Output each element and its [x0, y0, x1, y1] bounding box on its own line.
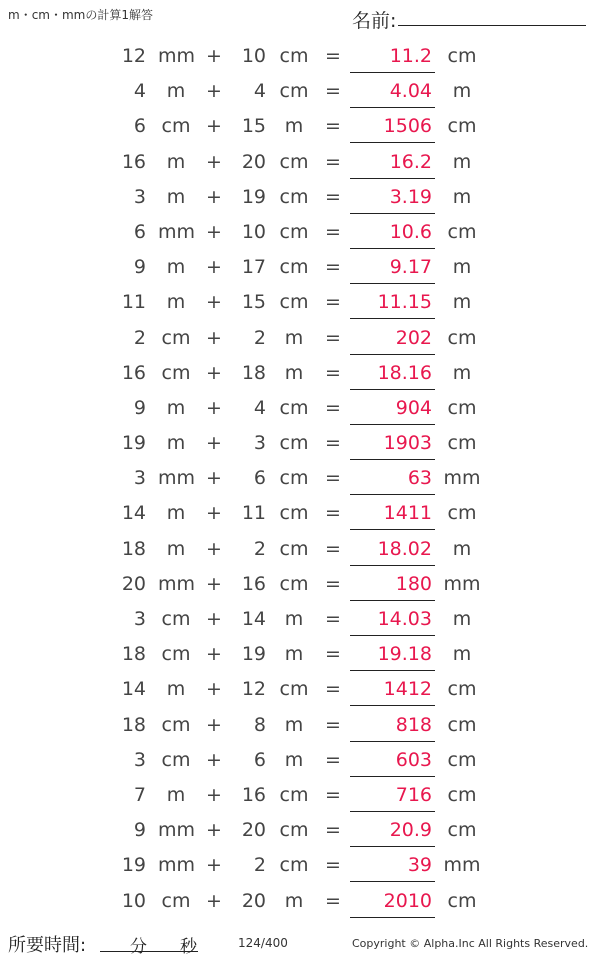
answer-line: [350, 846, 435, 847]
answer-unit: m: [452, 185, 472, 208]
second-unit: cm: [279, 467, 309, 490]
answer-value: 1903: [383, 432, 432, 455]
second-number: 6: [253, 748, 266, 771]
answer-value: 18.16: [377, 361, 432, 384]
first-number: 16: [121, 361, 146, 384]
answer-value: 818: [395, 713, 432, 736]
answer-value: 19.18: [377, 643, 432, 666]
equals-sign: =: [325, 220, 341, 243]
plus-sign: +: [206, 502, 222, 525]
answer-unit: m: [452, 291, 472, 314]
second-number: 2: [253, 854, 266, 877]
equals-sign: =: [325, 361, 341, 384]
plus-sign: +: [206, 361, 222, 384]
minutes-label: 分: [130, 937, 147, 957]
first-number: 4: [133, 80, 146, 103]
answer-line: [350, 635, 435, 636]
first-number: 3: [133, 608, 146, 630]
first-unit: m: [166, 783, 186, 806]
plus-sign: +: [206, 432, 222, 455]
first-number: 18: [121, 713, 146, 736]
second-number: 10: [241, 45, 266, 67]
time-label: 所要時間:: [8, 935, 87, 956]
answer-line: [350, 881, 435, 882]
problem-row: [0, 39, 600, 74]
plus-sign: +: [206, 819, 222, 842]
first-unit: cm: [161, 713, 191, 736]
equals-sign: =: [325, 185, 341, 208]
problem-row: [0, 145, 600, 180]
second-number: 16: [241, 783, 266, 806]
answer-unit: cm: [447, 819, 477, 842]
answer-value: 63: [407, 467, 432, 490]
second-unit: cm: [279, 572, 309, 595]
second-unit: m: [284, 713, 304, 736]
first-number: 6: [133, 115, 146, 138]
first-unit: cm: [161, 115, 191, 138]
first-unit: m: [166, 502, 186, 525]
answer-line: [350, 741, 435, 742]
answer-unit: cm: [447, 432, 477, 455]
second-unit: cm: [279, 185, 309, 208]
plus-sign: +: [206, 608, 222, 630]
first-number: 19: [121, 432, 146, 455]
answer-unit: m: [452, 537, 472, 560]
first-unit: mm: [158, 572, 196, 595]
answer-line: [350, 389, 435, 390]
second-unit: cm: [279, 502, 309, 525]
first-number: 3: [133, 467, 146, 490]
problem-row: [0, 109, 600, 144]
seconds-label: 秒: [180, 937, 197, 957]
equals-sign: =: [325, 889, 341, 912]
answer-unit: cm: [447, 220, 477, 243]
first-number: 14: [121, 678, 146, 701]
plus-sign: +: [206, 396, 222, 419]
answer-line: [350, 354, 435, 355]
problem-row: [0, 461, 600, 496]
second-number: 20: [241, 819, 266, 842]
answer-line: [350, 178, 435, 179]
equals-sign: =: [325, 783, 341, 806]
first-number: 12: [121, 45, 146, 67]
answer-unit: cm: [447, 115, 477, 138]
equals-sign: =: [325, 326, 341, 349]
first-number: 9: [133, 396, 146, 419]
problem-row: [0, 532, 600, 567]
second-unit: m: [284, 748, 304, 771]
answer-unit: cm: [447, 45, 477, 67]
problem-row: [0, 391, 600, 426]
problem-row: [0, 567, 600, 602]
first-unit: m: [166, 291, 186, 314]
second-unit: m: [284, 643, 304, 666]
second-unit: m: [284, 608, 304, 630]
first-unit: mm: [158, 854, 196, 877]
answer-value: 10.6: [389, 220, 432, 243]
first-unit: cm: [161, 608, 191, 630]
problem-row: [0, 637, 600, 672]
first-number: 9: [133, 256, 146, 279]
answer-line: [350, 776, 435, 777]
problem-row: [0, 74, 600, 109]
answer-line: [350, 565, 435, 566]
answer-unit: cm: [447, 889, 477, 912]
problem-row: [0, 708, 600, 743]
second-unit: cm: [279, 220, 309, 243]
answer-value: 9.17: [389, 256, 432, 279]
second-unit: m: [284, 326, 304, 349]
answer-value: 1506: [383, 115, 432, 138]
equals-sign: =: [325, 432, 341, 455]
first-number: 9: [133, 819, 146, 842]
plus-sign: +: [206, 467, 222, 490]
second-number: 20: [241, 150, 266, 173]
problem-row: [0, 884, 600, 919]
problem-row: [0, 215, 600, 250]
first-unit: mm: [158, 220, 196, 243]
second-unit: cm: [279, 819, 309, 842]
answer-line: [350, 283, 435, 284]
answer-value: 18.02: [377, 537, 432, 560]
first-unit: cm: [161, 748, 191, 771]
name-line: [398, 25, 586, 26]
answer-line: [350, 917, 435, 918]
answer-unit: m: [452, 80, 472, 103]
first-unit: cm: [161, 326, 191, 349]
second-unit: cm: [279, 80, 309, 103]
equals-sign: =: [325, 678, 341, 701]
answer-value: 904: [395, 396, 432, 419]
first-unit: mm: [158, 45, 196, 67]
answer-value: 1411: [383, 502, 432, 525]
equals-sign: =: [325, 80, 341, 103]
second-number: 16: [241, 572, 266, 595]
equals-sign: =: [325, 608, 341, 630]
answer-unit: m: [452, 361, 472, 384]
problem-row: [0, 285, 600, 320]
first-unit: m: [166, 185, 186, 208]
answer-line: [350, 248, 435, 249]
answer-line: [350, 424, 435, 425]
second-number: 19: [241, 643, 266, 666]
answer-value: 11.2: [389, 45, 432, 67]
answer-value: 20.9: [389, 819, 432, 842]
problem-row: [0, 813, 600, 848]
answer-value: 4.04: [389, 80, 432, 103]
first-number: 19: [121, 854, 146, 877]
plus-sign: +: [206, 854, 222, 877]
plus-sign: +: [206, 748, 222, 771]
answer-value: 3.19: [389, 185, 432, 208]
answer-line: [350, 670, 435, 671]
second-unit: cm: [279, 854, 309, 877]
second-number: 14: [241, 608, 266, 630]
first-unit: m: [166, 537, 186, 560]
equals-sign: =: [325, 854, 341, 877]
plus-sign: +: [206, 80, 222, 103]
second-number: 17: [241, 256, 266, 279]
plus-sign: +: [206, 185, 222, 208]
first-unit: m: [166, 678, 186, 701]
plus-sign: +: [206, 45, 222, 67]
second-unit: m: [284, 889, 304, 912]
second-number: 15: [241, 115, 266, 138]
problem-row: [0, 778, 600, 813]
plus-sign: +: [206, 326, 222, 349]
answer-line: [350, 107, 435, 108]
second-number: 2: [253, 326, 266, 349]
first-unit: cm: [161, 361, 191, 384]
answer-unit: cm: [447, 502, 477, 525]
plus-sign: +: [206, 889, 222, 912]
first-unit: m: [166, 80, 186, 103]
answer-unit: cm: [447, 783, 477, 806]
equals-sign: =: [325, 291, 341, 314]
problem-row: [0, 180, 600, 215]
answer-value: 14.03: [377, 608, 432, 630]
answer-line: [350, 459, 435, 460]
problem-row: [0, 356, 600, 391]
answer-unit: cm: [447, 713, 477, 736]
first-unit: mm: [158, 819, 196, 842]
first-unit: m: [166, 150, 186, 173]
answer-unit: m: [452, 608, 472, 630]
equals-sign: =: [325, 150, 341, 173]
answer-line: [350, 811, 435, 812]
equals-sign: =: [325, 256, 341, 279]
second-number: 12: [241, 678, 266, 701]
answer-unit: mm: [443, 854, 481, 877]
problem-list: [0, 39, 600, 919]
first-number: 11: [121, 291, 146, 314]
first-number: 18: [121, 537, 146, 560]
equals-sign: =: [325, 748, 341, 771]
answer-unit: cm: [447, 748, 477, 771]
second-unit: cm: [279, 432, 309, 455]
answer-line: [350, 529, 435, 530]
second-unit: cm: [279, 45, 309, 67]
answer-line: [350, 318, 435, 319]
second-number: 4: [253, 396, 266, 419]
second-number: 10: [241, 220, 266, 243]
plus-sign: +: [206, 783, 222, 806]
answer-line: [350, 600, 435, 601]
plus-sign: +: [206, 572, 222, 595]
plus-sign: +: [206, 713, 222, 736]
copyright: Copyright © Alpha.Inc All Rights Reserved.: [352, 937, 589, 950]
second-unit: cm: [279, 256, 309, 279]
equals-sign: =: [325, 396, 341, 419]
problem-row: [0, 321, 600, 356]
page-number: 124/400: [238, 936, 288, 950]
second-number: 8: [253, 713, 266, 736]
equals-sign: =: [325, 819, 341, 842]
first-unit: cm: [161, 889, 191, 912]
plus-sign: +: [206, 678, 222, 701]
answer-value: 180: [395, 572, 432, 595]
equals-sign: =: [325, 572, 341, 595]
answer-value: 716: [395, 783, 432, 806]
answer-value: 2010: [383, 889, 432, 912]
first-number: 10: [121, 889, 146, 912]
answer-line: [350, 142, 435, 143]
answer-unit: cm: [447, 678, 477, 701]
first-number: 3: [133, 185, 146, 208]
answer-unit: m: [452, 150, 472, 173]
second-number: 2: [253, 537, 266, 560]
answer-unit: mm: [443, 467, 481, 490]
first-number: 3: [133, 748, 146, 771]
second-unit: cm: [279, 537, 309, 560]
answer-value: 16.2: [389, 150, 432, 173]
problem-row: [0, 602, 600, 637]
first-number: 2: [133, 326, 146, 349]
second-unit: cm: [279, 783, 309, 806]
plus-sign: +: [206, 643, 222, 666]
first-number: 18: [121, 643, 146, 666]
equals-sign: =: [325, 643, 341, 666]
equals-sign: =: [325, 45, 341, 67]
second-number: 20: [241, 889, 266, 912]
answer-value: 39: [407, 854, 432, 877]
second-number: 18: [241, 361, 266, 384]
answer-line: [350, 213, 435, 214]
equals-sign: =: [325, 502, 341, 525]
answer-unit: m: [452, 256, 472, 279]
plus-sign: +: [206, 115, 222, 138]
second-number: 11: [241, 502, 266, 525]
second-number: 3: [253, 432, 266, 455]
answer-value: 202: [395, 326, 432, 349]
first-number: 14: [121, 502, 146, 525]
plus-sign: +: [206, 256, 222, 279]
problem-row: [0, 743, 600, 778]
problem-row: [0, 848, 600, 883]
plus-sign: +: [206, 537, 222, 560]
first-unit: m: [166, 396, 186, 419]
plus-sign: +: [206, 220, 222, 243]
equals-sign: =: [325, 537, 341, 560]
equals-sign: =: [325, 115, 341, 138]
name-label: 名前:: [352, 10, 397, 32]
first-number: 16: [121, 150, 146, 173]
second-unit: cm: [279, 291, 309, 314]
answer-unit: m: [452, 643, 472, 666]
answer-line: [350, 72, 435, 73]
first-unit: m: [166, 256, 186, 279]
worksheet-title: m・cm・mmの計算1解答: [8, 8, 153, 22]
answer-line: [350, 705, 435, 706]
first-unit: cm: [161, 643, 191, 666]
answer-unit: mm: [443, 572, 481, 595]
first-number: 20: [121, 572, 146, 595]
answer-line: [350, 494, 435, 495]
second-number: 6: [253, 467, 266, 490]
plus-sign: +: [206, 291, 222, 314]
answer-unit: cm: [447, 326, 477, 349]
answer-value: 11.15: [377, 291, 432, 314]
equals-sign: =: [325, 713, 341, 736]
second-number: 15: [241, 291, 266, 314]
problem-row: [0, 496, 600, 531]
first-number: 6: [133, 220, 146, 243]
second-number: 4: [253, 80, 266, 103]
first-unit: m: [166, 432, 186, 455]
second-unit: cm: [279, 150, 309, 173]
second-unit: m: [284, 361, 304, 384]
problem-row: [0, 672, 600, 707]
plus-sign: +: [206, 150, 222, 173]
answer-value: 1412: [383, 678, 432, 701]
problem-row: [0, 426, 600, 461]
second-number: 19: [241, 185, 266, 208]
answer-unit: cm: [447, 396, 477, 419]
second-unit: cm: [279, 678, 309, 701]
problem-row: [0, 250, 600, 285]
first-unit: mm: [158, 467, 196, 490]
second-unit: cm: [279, 396, 309, 419]
equals-sign: =: [325, 467, 341, 490]
first-number: 7: [133, 783, 146, 806]
answer-value: 603: [395, 748, 432, 771]
second-unit: m: [284, 115, 304, 138]
